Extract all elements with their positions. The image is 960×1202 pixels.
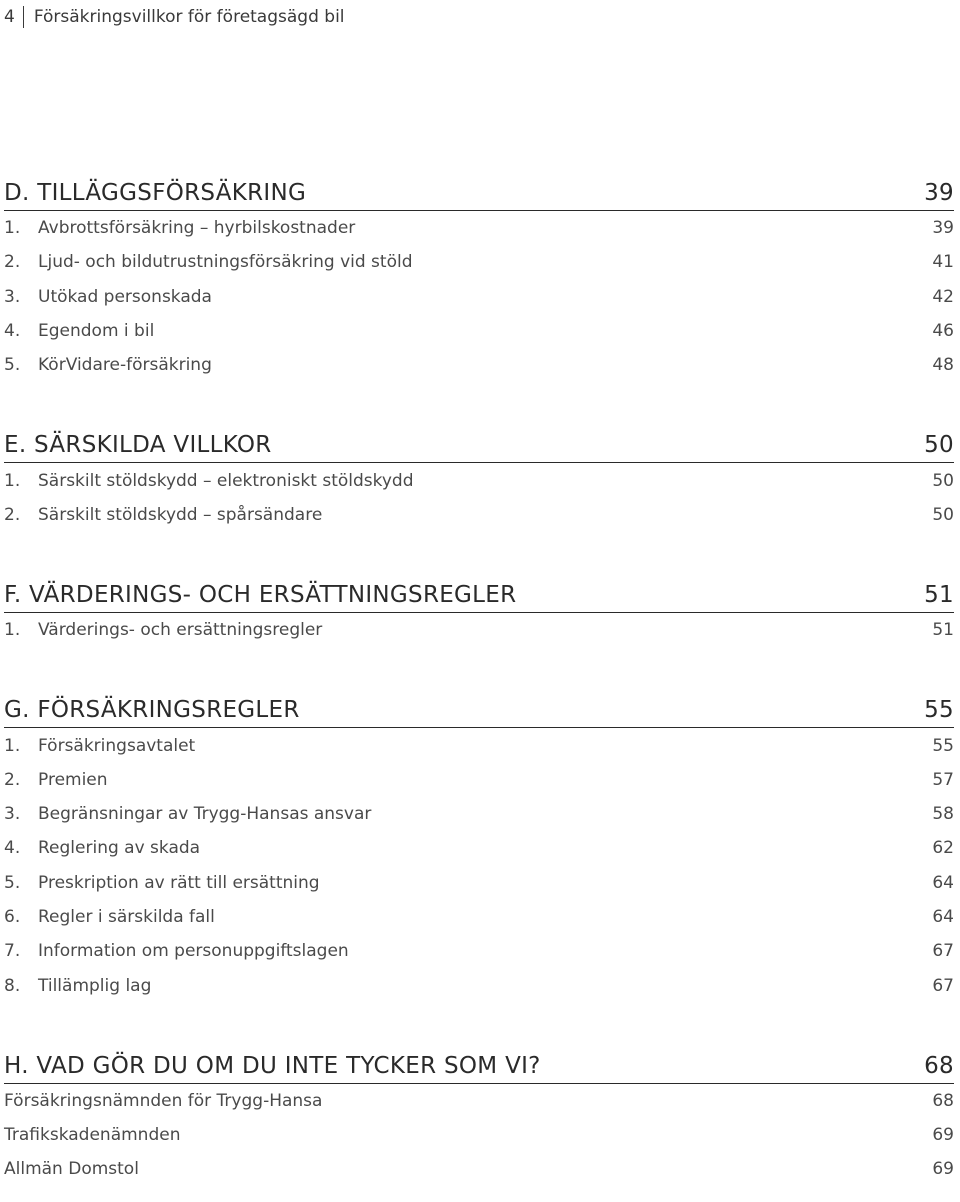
section-heading[interactable] (4, 423, 954, 463)
entry-index: 3. (4, 286, 21, 307)
entry-index: 4. (4, 321, 21, 342)
entry-label: Utökad personskada (38, 286, 212, 307)
entry-index: 4. (4, 838, 21, 859)
section-spacer (4, 382, 954, 423)
section-title: E. SÄRSKILDA VILLKOR (4, 432, 272, 459)
entry-index: 1. (4, 620, 21, 641)
table-of-contents (4, 171, 954, 1187)
entry-page: 42 (932, 286, 954, 307)
section-title: F. VÄRDERINGS- OCH ERSÄTTNINGSREGLER (4, 582, 517, 609)
entry-page: 39 (932, 218, 954, 239)
entry-label: Information om personuppgiftslagen (38, 941, 349, 962)
entry-index: 2. (4, 252, 21, 273)
entry-index: 3. (4, 804, 21, 825)
entry-page: 64 (932, 907, 954, 927)
entry-page: 55 (932, 735, 954, 756)
section-title: G. FÖRSÄKRINGSREGLER (4, 697, 300, 724)
section-heading[interactable] (4, 573, 954, 613)
toc-entry[interactable] (4, 934, 954, 968)
toc-entry[interactable] (4, 1152, 954, 1186)
entry-index: 7. (4, 941, 21, 962)
entry-index: 1. (4, 470, 21, 491)
page-header (4, 6, 345, 28)
toc-entry[interactable] (4, 613, 954, 647)
entry-page: 62 (932, 838, 954, 859)
section-page: 55 (924, 697, 954, 724)
document-title: Försäkringsvillkor för företagsägd bil (33, 7, 345, 27)
entry-index: 5. (4, 355, 21, 376)
entry-page: 46 (932, 321, 954, 342)
entry-index: 1. (4, 218, 21, 239)
entry-label: Egendom i bil (38, 321, 155, 342)
entry-page: 57 (932, 769, 954, 790)
entry-index: 2. (4, 769, 21, 790)
toc-section-e (4, 423, 954, 532)
entry-label: KörVidare-försäkring (38, 355, 212, 376)
entry-label: Allmän Domstol (4, 1159, 139, 1180)
entry-label: Begränsningar av Trygg-Hansas ansvar (38, 804, 372, 825)
toc-entry[interactable] (4, 763, 954, 797)
entry-page: 67 (932, 941, 954, 962)
entry-label: Försäkringsnämnden för Trygg-Hansa (4, 1090, 323, 1111)
section-spacer (4, 647, 954, 688)
entry-label: Försäkringsavtalet (38, 735, 196, 756)
entry-page: 67 (932, 975, 954, 996)
entry-page: 68 (932, 1090, 954, 1111)
entry-label: Regler i särskilda fall (38, 907, 215, 927)
section-title: H. VAD GÖR DU OM DU INTE TYCKER SOM VI? (4, 1052, 541, 1079)
entry-page: 64 (932, 872, 954, 893)
toc-section-h (4, 1044, 954, 1187)
entry-page: 58 (932, 804, 954, 825)
entry-label: Reglering av skada (38, 838, 201, 859)
section-heading[interactable] (4, 688, 954, 728)
entry-page: 50 (932, 504, 954, 525)
toc-entry[interactable] (4, 728, 954, 762)
header-divider (23, 6, 24, 28)
entry-label: Premien (38, 769, 108, 790)
toc-entry[interactable] (4, 463, 954, 497)
toc-section-d (4, 171, 954, 382)
section-spacer (4, 532, 954, 573)
toc-entry[interactable] (4, 498, 954, 532)
section-spacer (4, 1003, 954, 1044)
entry-index: 5. (4, 872, 21, 893)
toc-section-g (4, 688, 954, 1002)
section-heading[interactable] (4, 171, 954, 211)
section-page: 39 (924, 180, 954, 206)
toc-entry[interactable] (4, 968, 954, 1002)
entry-index: 1. (4, 735, 21, 756)
entry-index: 2. (4, 504, 21, 525)
entry-label: Särskilt stöldskydd – spårsändare (38, 504, 323, 525)
entry-label: Särskilt stöldskydd – elektroniskt stöldskydd (38, 470, 414, 491)
toc-entry[interactable] (4, 831, 954, 865)
page-number: 4 (4, 7, 15, 27)
toc-entry[interactable] (4, 866, 954, 900)
entry-page: 69 (932, 1125, 954, 1146)
entry-label: Ljud- och bildutrustningsförsäkring vid stöld (38, 252, 413, 273)
entry-page: 69 (932, 1159, 954, 1180)
toc-entry[interactable] (4, 1118, 954, 1152)
entry-page: 51 (932, 620, 954, 641)
toc-entry[interactable] (4, 280, 954, 314)
section-page: 50 (924, 432, 954, 459)
entry-page: 48 (932, 355, 954, 376)
toc-entry[interactable] (4, 900, 954, 934)
entry-index: 8. (4, 975, 21, 996)
entry-index: 6. (4, 907, 21, 927)
toc-entry[interactable] (4, 1084, 954, 1118)
toc-entry[interactable] (4, 348, 954, 382)
section-heading[interactable] (4, 1044, 954, 1084)
section-page: 68 (924, 1052, 954, 1079)
entry-label: Preskription av rätt till ersättning (38, 872, 320, 893)
section-title: D. TILLÄGGSFÖRSÄKRING (4, 180, 307, 206)
entry-label: Avbrottsförsäkring – hyrbilskostnader (38, 218, 356, 239)
entry-label: Trafikskadenämnden (4, 1125, 181, 1146)
section-page: 51 (924, 582, 954, 609)
toc-entry[interactable] (4, 245, 954, 279)
entry-label: Värderings- och ersättningsregler (38, 620, 323, 641)
entry-label: Tillämplig lag (38, 975, 152, 996)
toc-section-f (4, 573, 954, 647)
entry-page: 50 (932, 470, 954, 491)
toc-entry[interactable] (4, 797, 954, 831)
entry-page: 41 (932, 252, 954, 273)
toc-entry[interactable] (4, 211, 954, 245)
toc-entry[interactable] (4, 314, 954, 348)
